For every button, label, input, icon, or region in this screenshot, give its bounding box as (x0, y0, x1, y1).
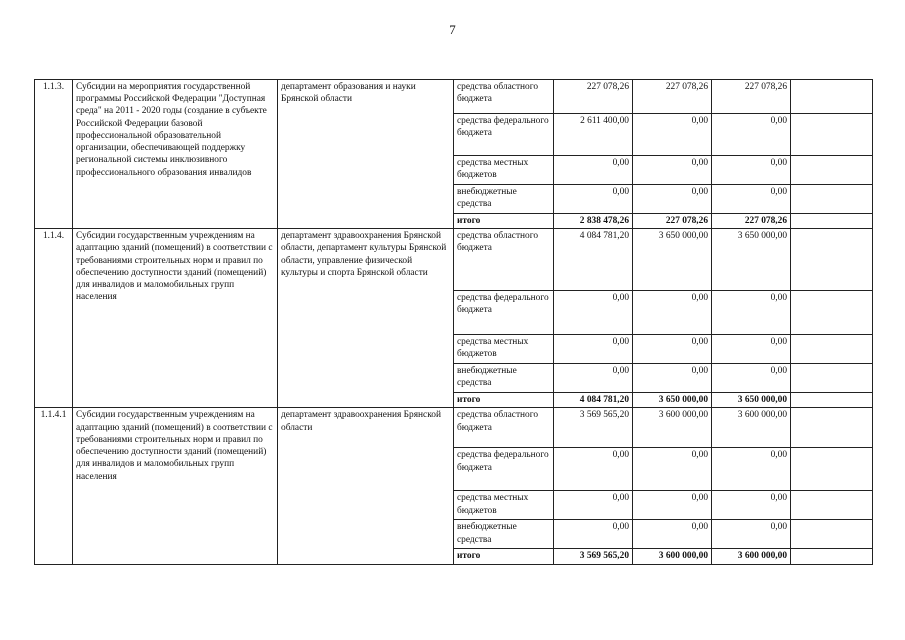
funding-value: 0,00 (712, 291, 791, 335)
page-number: 7 (449, 22, 456, 37)
table-row (35, 229, 873, 291)
funding-value: 0,00 (712, 335, 791, 364)
funding-value: 0,00 (712, 185, 791, 214)
total-value: 3 569 565,20 (554, 549, 633, 564)
empty-cell (791, 80, 873, 114)
funding-source: средства местных бюджетов (454, 156, 554, 185)
total-value: 3 650 000,00 (712, 393, 791, 408)
item-executor: департамент здравоохранения Брянской области, департамент культуры Брянской области, управление физической культуры и спорта Брянской области (278, 229, 454, 408)
funding-value: 4 084 781,20 (554, 229, 633, 291)
empty-cell (791, 393, 873, 408)
funding-value: 3 569 565,20 (554, 408, 633, 448)
funding-value: 227 078,26 (633, 80, 712, 114)
funding-value: 0,00 (633, 335, 712, 364)
funding-value: 0,00 (633, 520, 712, 549)
total-value: 3 650 000,00 (633, 393, 712, 408)
total-value: 2 838 478,26 (554, 214, 633, 229)
empty-cell (791, 335, 873, 364)
funding-table (34, 79, 873, 565)
empty-cell (791, 491, 873, 520)
total-value: 4 084 781,20 (554, 393, 633, 408)
funding-value: 0,00 (712, 114, 791, 156)
funding-value: 0,00 (554, 448, 633, 491)
empty-cell (791, 114, 873, 156)
funding-value: 0,00 (712, 520, 791, 549)
funding-value: 0,00 (712, 448, 791, 491)
empty-cell (791, 214, 873, 229)
funding-value: 0,00 (633, 448, 712, 491)
funding-value: 0,00 (554, 156, 633, 185)
funding-source: средства областного бюджета (454, 408, 554, 448)
table-row (35, 80, 873, 114)
funding-source-total: итого (454, 549, 554, 564)
funding-value: 0,00 (554, 291, 633, 335)
funding-value: 0,00 (712, 364, 791, 393)
funding-value: 227 078,26 (712, 80, 791, 114)
item-executor: департамент образования и науки Брянской области (278, 80, 454, 229)
funding-source: средства местных бюджетов (454, 491, 554, 520)
table-row (35, 408, 873, 448)
funding-value: 0,00 (554, 364, 633, 393)
empty-cell (791, 291, 873, 335)
funding-source: средства федерального бюджета (454, 448, 554, 491)
funding-value: 0,00 (712, 156, 791, 185)
total-value: 227 078,26 (633, 214, 712, 229)
funding-value: 3 600 000,00 (633, 408, 712, 448)
funding-value: 3 650 000,00 (633, 229, 712, 291)
funding-value: 0,00 (554, 185, 633, 214)
funding-source: средства федерального бюджета (454, 291, 554, 335)
funding-value: 0,00 (554, 520, 633, 549)
funding-source-total: итого (454, 214, 554, 229)
empty-cell (791, 408, 873, 448)
funding-value: 0,00 (633, 156, 712, 185)
item-code: 1.1.4.1 (35, 408, 73, 564)
item-code: 1.1.3. (35, 80, 73, 229)
funding-source-total: итого (454, 393, 554, 408)
empty-cell (791, 156, 873, 185)
funding-value: 0,00 (633, 364, 712, 393)
empty-cell (791, 549, 873, 564)
funding-value: 0,00 (554, 491, 633, 520)
item-executor: департамент здравоохранения Брянской области (278, 408, 454, 564)
funding-source: средства местных бюджетов (454, 335, 554, 364)
total-value: 3 600 000,00 (712, 549, 791, 564)
funding-value: 0,00 (633, 114, 712, 156)
funding-value: 0,00 (633, 185, 712, 214)
funding-value: 0,00 (554, 335, 633, 364)
total-value: 227 078,26 (712, 214, 791, 229)
empty-cell (791, 520, 873, 549)
funding-value: 3 600 000,00 (712, 408, 791, 448)
funding-source: средства федерального бюджета (454, 114, 554, 156)
empty-cell (791, 185, 873, 214)
item-description: Субсидии на мероприятия государственной программы Российской Федерации "Доступная среда" на 2011 - 2020 годы (создание в субъекте Российской Федерации базовой профессиональной образовательной организации, обеспечивающей поддержку региональной системы инклюзивного профессионального образования инвалидов (73, 80, 278, 229)
empty-cell (791, 448, 873, 491)
funding-source: внебюджетные средства (454, 364, 554, 393)
item-code: 1.1.4. (35, 229, 73, 408)
funding-value: 0,00 (712, 491, 791, 520)
total-value: 3 600 000,00 (633, 549, 712, 564)
funding-value: 227 078,26 (554, 80, 633, 114)
funding-source: средства областного бюджета (454, 229, 554, 291)
funding-source: средства областного бюджета (454, 80, 554, 114)
empty-cell (791, 364, 873, 393)
item-description: Субсидии государственным учреждениям на адаптацию зданий (помещений) в соответствии с требованиями строительных норм и правил по обеспечению доступности зданий (помещений) для инвалидов и маломобильных групп населения (73, 408, 278, 564)
funding-value: 3 650 000,00 (712, 229, 791, 291)
funding-value: 0,00 (633, 291, 712, 335)
funding-value: 0,00 (633, 491, 712, 520)
funding-value: 2 611 400,00 (554, 114, 633, 156)
empty-cell (791, 229, 873, 291)
funding-source: внебюджетные средства (454, 185, 554, 214)
item-description: Субсидии государственным учреждениям на адаптацию зданий (помещений) в соответствии с требованиями строительных норм и правил по обеспечению доступности зданий (помещений) для инвалидов и маломобильных групп населения (73, 229, 278, 408)
funding-source: внебюджетные средства (454, 520, 554, 549)
